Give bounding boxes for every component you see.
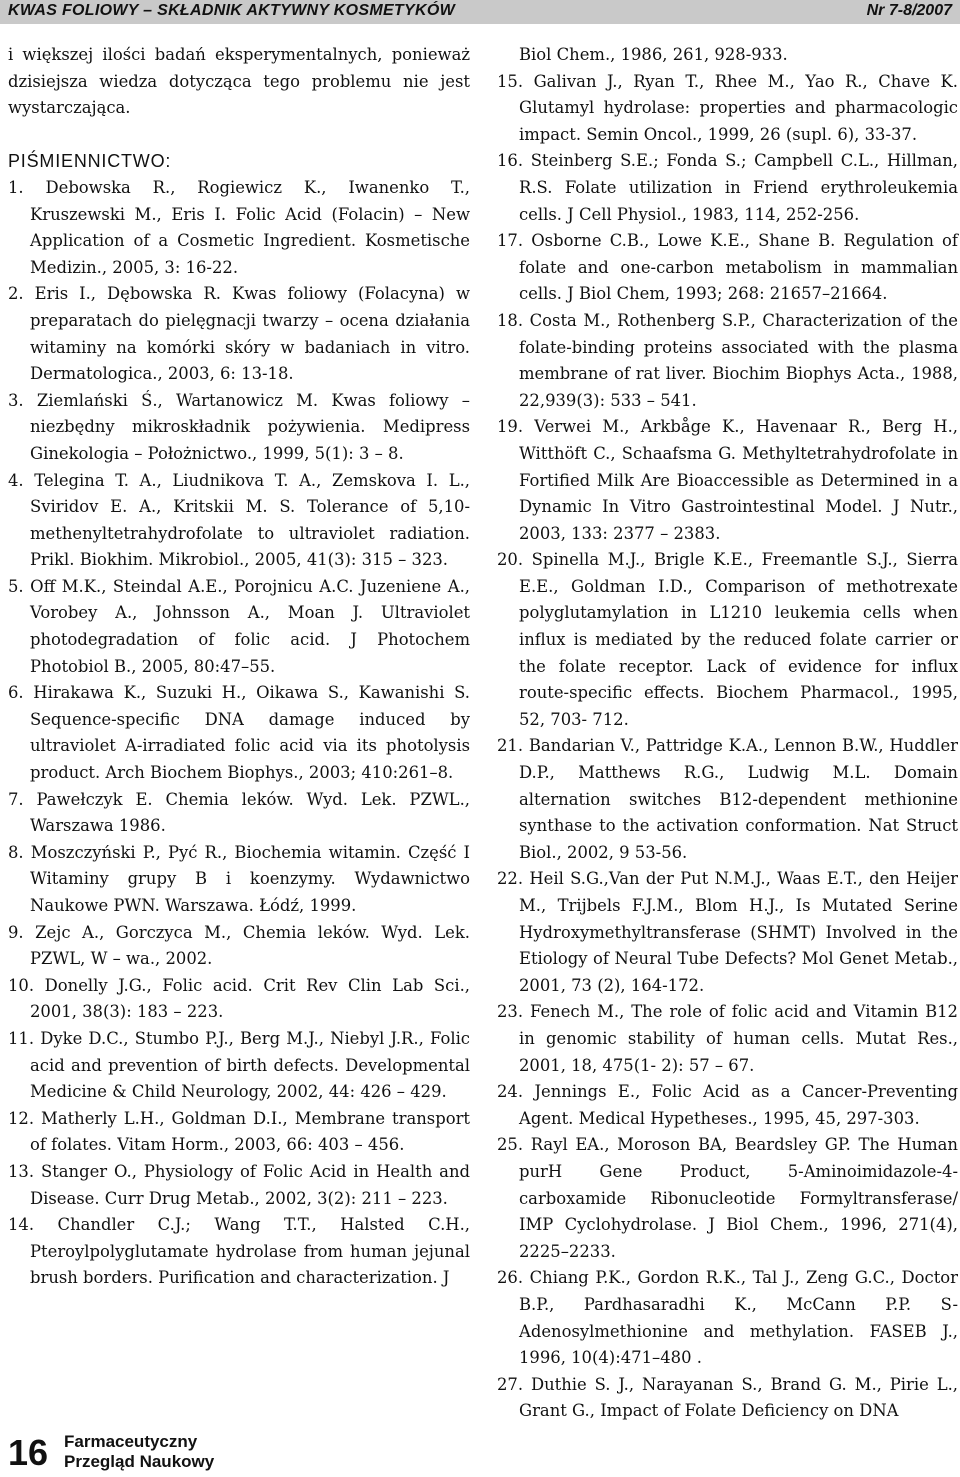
reference-3: 3. Ziemlański Ś., Wartanowicz M. Kwas foliowy – niezbędny mikroskładnik pożywienia. Medipress Ginekologia – Położnictwo., 1999, 5(1): 3 – 8. [8, 390, 470, 463]
reference-26: 26. Chiang P.K., Gordon R.K., Tal J., Zeng G.C., Doctor B.P., Pardhasaradhi K., McCann P.P. S-Adenosylmethionine and methylation. FASEB J., 1996, 10(4):471–480 . [497, 1268, 958, 1368]
reference-12: 12. Matherly L.H., Goldman D.I., Membrane transport of folates. Vitam Horm., 2003, 66: 403 – 456. [8, 1108, 470, 1155]
intro-paragraph: i większej ilości badań eksperymentalnych, ponieważ dzisiejsza wiedza dotycząca tego problemu nie jest wystarczająca. [8, 45, 470, 118]
reference-22: 22. Heil S.G.,Van der Put N.M.J., Waas E.T., den Heijer M., Trijbels F.J.M., Blom H.J., Is Mutated Serine Hydroxymethyltransferase (SHMT) Involved in the Etiology of Neural Tube Defects? Mol Genet Metab., 2001, 73 (2), 164-172. [497, 869, 958, 995]
reference-10: 10. Donelly J.G., Folic acid. Crit Rev Clin Lab Sci., 2001, 38(3): 183 – 223. [8, 975, 470, 1022]
reference-13: 13. Stanger O., Physiology of Folic Acid in Health and Disease. Curr Drug Metab., 2002, 3(2): 211 – 223. [8, 1161, 470, 1208]
reference-25: 25. Rayl EA., Moroson BA, Beardsley GP. The Human purH Gene Product, 5-Aminoimidazole-4-carboxamide Ribonucleotide Formyltransferase/ IMP Cyclohydrolase. J Biol Chem., 1996, 271(4), 2225–2233. [497, 1135, 958, 1261]
references-heading: PIŚMIENNICTWO: [8, 151, 172, 172]
journal-name [64, 1432, 214, 1472]
reference-17: 17. Osborne C.B., Lowe K.E., Shane B. Regulation of folate and one-carbon metabolism in mammalian cells. J Biol Chem, 1993; 268: 21657–21664. [497, 231, 958, 304]
reference-2: 2. Eris I., Dębowska R. Kwas foliowy (Folacyna) w preparatach do pielęgnacji twarzy – ocena działania witaminy na komórki skóry w badaniach in vitro. Dermatologica., 2003, 6: 13-18. [8, 284, 470, 384]
reference-8: 8. Moszczyński P., Pyć R., Biochemia witamin. Część I Witaminy grupy B i koenzymy. Wydawnictwo Naukowe PWN. Warszawa. Łódź, 1999. [8, 842, 470, 915]
right-column [497, 42, 958, 1425]
page-footer [0, 1429, 960, 1477]
left-column [8, 42, 470, 1292]
reference-15: 15. Galivan J., Ryan T., Rhee M., Yao R., Chave K. Glutamyl hydrolase: properties and pharmacologic impact. Semin Oncol., 1999, 26 (supl. 6), 33-37. [497, 71, 958, 144]
header-title: KWAS FOLIOWY – SKŁADNIK AKTYWNY KOSMETYKÓW [8, 2, 455, 19]
reference-27: 27. Duthie S. J., Narayanan S., Brand G. M., Pirie L., Grant G., Impact of Folate Deficiency on DNA [497, 1374, 958, 1421]
journal-name-line-1: Farmaceutyczny [64, 1432, 198, 1451]
reference-14-continued: Biol Chem., 1986, 261, 928-933. [519, 45, 788, 64]
reference-6: 6. Hirakawa K., Suzuki H., Oikawa S., Kawanishi S. Sequence-specific DNA damage induced by ultraviolet A-irradiated folic acid via its photolysis product. Arch Biochem Biophys., 2003; 410:261–8. [8, 683, 470, 783]
page-number: 16 [8, 1432, 49, 1473]
reference-7: 7. Pawełczyk E. Chemia leków. Wyd. Lek. PZWL., Warszawa 1986. [8, 789, 470, 836]
reference-11: 11. Dyke D.C., Stumbo P.J., Berg M.J., Niebyl J.R., Folic acid and prevention of birth defects. Developmental Medicine & Child Neurology, 2002, 44: 426 – 429. [8, 1028, 470, 1102]
header-issue: Nr 7-8/2007 [866, 2, 952, 19]
reference-18: 18. Costa M., Rothenberg S.P., Characterization of the folate-binding proteins associated with the plasma membrane of rat liver. Biochim Biophys Acta., 1988, 22,939(3): 533 – 541. [497, 310, 958, 410]
reference-20: 20. Spinella M.J., Brigle K.E., Freemantle S.J., Sierra E.E., Goldman I.D., Comparison of methotrexate polyglutamylation in L1210 leukemia cells when influx is mediated by the reduced folate carrier or the folate receptor. Lack of evidence for influx route-specific effects. Biochem Pharmacol., 1995, 52, 703- 712. [497, 550, 958, 729]
reference-16: 16. Steinberg S.E.; Fonda S.; Campbell C.L., Hillman, R.S. Folate utilization in Friend erythroleukemia cells. J Cell Physiol., 1983, 114, 252-256. [497, 151, 958, 224]
reference-19: 19. Verwei M., Arkbåge K., Havenaar R., Berg H., Witthöft C., Schaafsma G. Methyltetrahydrofolate in Fortified Milk Are Bioaccessible as Determined in a Dynamic In Vitro Gastrointestinal Model. J Nutr., 2003, 133: 2377 – 2383. [497, 417, 958, 543]
reference-23: 23. Fenech M., The role of folic acid and Vitamin B12 in genomic stability of human cells. Mutat Res., 2001, 18, 475(1- 2): 57 – 67. [497, 1002, 958, 1075]
reference-5: 5. Off M.K., Steindal A.E., Porojnicu A.C. Juzeniene A., Vorobey A., Johnsson A., Moan J. Ultraviolet photodegradation of folic acid. J Photochem Photobiol B., 2005, 80:47–55. [8, 576, 470, 676]
reference-1: 1. Debowska R., Rogiewicz K., Iwanenko T., Kruszewski M., Eris I. Folic Acid (Folacin) – New Application of a Cosmetic Ingredient. Kosmetische Medizin., 2005, 3: 16-22. [8, 177, 470, 277]
running-header [0, 0, 960, 24]
journal-name-line-2: Przegląd Naukowy [64, 1452, 215, 1471]
reference-14: 14. Chandler C.J.; Wang T.T., Halsted C.H., Pteroylpolyglutamate hydrolase from human jejunal brush borders. Purification and characterization. J [8, 1215, 470, 1288]
reference-4: 4. Telegina T. A., Liudnikova T. A., Zemskova I. L., Sviridov E. A., Kritskii M. S. Tolerance of 5,10-methenyltetrahydrofolate to ultraviolet radiation. Prikl. Biokhim. Mikrobiol., 2005, 41(3): 315 – 323. [8, 470, 470, 570]
reference-24: 24. Jennings E., Folic Acid as a Cancer-Preventing Agent. Medical Hypetheses., 1995, 45, 297-303. [497, 1082, 958, 1128]
reference-21: 21. Bandarian V., Pattridge K.A., Lennon B.W., Huddler D.P., Matthews R.G., Ludwig M.L. Domain alternation switches B12-dependent methionine synthase to the activation conformation. Nat Struct Biol., 2002, 9 53-56. [497, 736, 958, 862]
reference-9: 9. Zejc A., Gorczyca M., Chemia leków. Wyd. Lek. PZWL, W – wa., 2002. [8, 922, 470, 969]
